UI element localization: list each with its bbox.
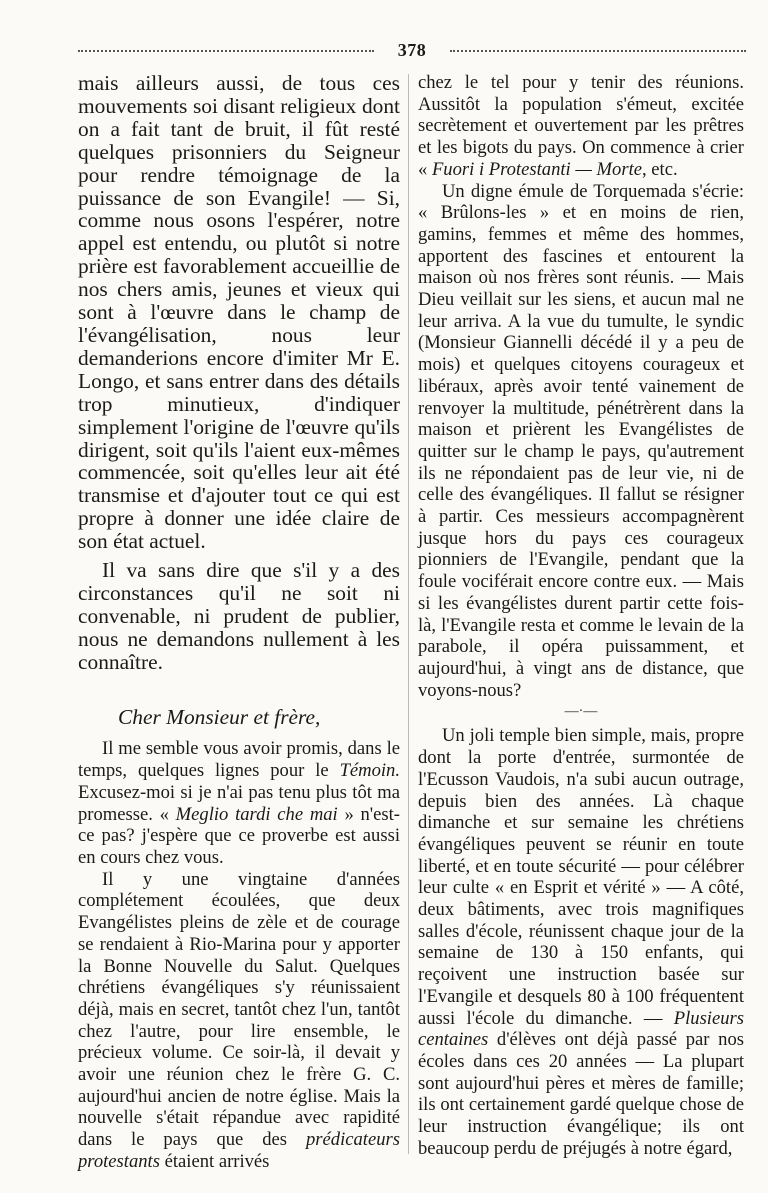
letter-salutation: Cher Monsieur et frère,	[118, 704, 321, 729]
text-span: étaient arrivés	[159, 1150, 270, 1172]
text-span: Il me semble vous avoir promis, dans le temps, quelques lignes pour le	[78, 738, 400, 782]
text-span: Un joli temple bien simple, mais, propre dont la porte d'entrée, surmontée de l'Ecusson Vaudois, n'a subi aucun outrage, depuis bien des années. Là chaque dimanche et sur semaine les chrétiens évangéliques peuvent se réunir en toute liberté, et en toute sécurité — pour célébrer leur culte « en Esprit et vérité » — A côté, deux bâtiments, avec trois magnifiques salles d'école, réunissent chaque jour de la semaine de 130 à 150 enfants, qui reçoivent une instruction basée sur l'Evangile et desquels 80 à 100 fréquentent aussi l'école du dimanche. —	[418, 725, 744, 1029]
right-paragraph-2: Un digne émule de Torquemada s'écrie: « Brûlons-les » et en moins de rien, gamins, femmes et même des hommes, apportent des fascines et entourent la maison où nos frères sont réunis. — Mais Dieu veillait sur les siens, et aucun mal ne leur arriva. A la vue du tumulte, le syndic (Monsieur Giannelli décédé il y a peu de mois) et quelques citoyens courageux et libéraux, après avoir tenté vainement de renvoyer la multitude, pénétrèrent dans la maison et prièrent les Evangélistes de quitter sur le champ le pays, qu'autrement ils ne répondaient pas de leur vie, ni de celle des évangéliques. Il fallut se résigner à partir. Ces messieurs accompagnèrent jusque hors du pays ces courageux pionniers de l'Evangile, pendant que la foule vociférait encore contre eux. — Mais si les évangélistes durent partir cette fois-là, l'Evangile resta et comme le levain de la parabole, il opéra puissamment, et aujourd'hui, à vingt ans de distance, que voyons-nous?	[418, 180, 744, 701]
italic-phrase: Plusieurs centaines	[418, 1007, 744, 1051]
italic-cry: Fuori i Protestanti — Morte	[431, 158, 642, 180]
text-span: Il y une vingtaine d'années complétement écoulées, que deux Evangélistes pleins de zèle et de courage se rendaient à Rio-Marina pour y apporter la Bonne Nouvelle du Salut. Quelques chrétiens évangéliques s'y réunissaient déjà, mais en secret, tantôt chez l'un, tantôt chez l'autre, pour lire ensemble, le précieux volume. Ce soir-là, il devait y avoir une réunion chez le frère G. C. aujourd'hui ancien de notre église. Mais la nouvelle s'était répandue avec rapidité dans le pays que des	[78, 868, 400, 1151]
header-rule-right	[450, 50, 746, 52]
right-paragraph-1	[418, 72, 744, 181]
left-column	[78, 72, 400, 1173]
section-ornament: —·—	[564, 704, 598, 720]
intro-paragraph: mais ailleurs aussi, de tous ces mouvements soi disant religieux dont on a fait tant de bruit, il fût resté quelques prisonniers du Seigneur pour rendre témoignage de la puissance de son Evangile! — Si, comme nous osons l'espérer, notre appel est entendu, ou plutôt si notre prière est favorablement accueillie de nos chers amis, jeunes et vieux qui sont à l'œuvre dans le champ de l'évangélisation, nous leur demanderions encore d'imiter Mr E. Longo, et sans entrer dans des détails trop minutieux, d'indiquer simplement l'origine de l'œuvre qu'ils dirigent, soit qu'ils l'aient eux-mêmes commencée, soit qu'elles leur ait été transmise et d'ajouter tout ce qui est propre à donner une idée claire de son état actuel.	[78, 71, 400, 554]
column-divider	[408, 74, 409, 1154]
text-span: d'élèves ont déjà passé par nos écoles dans ces 20 années — La plupart sont aujourd'hui pères et mères de famille; ils ont certainement gardé quelque chose de leur instruction évangélique; ils ont beaucoup perdu de préjugés à notre égard,	[418, 1029, 744, 1159]
text-span: » n'est-ce pas? j'espère que ce proverbe est aussi en cours chez vous.	[78, 803, 400, 868]
italic-title: Témoin.	[339, 760, 400, 782]
italic-proverb: Meglio tardi che mai	[175, 803, 338, 825]
italic-phrase: prédicateurs protestants	[78, 1129, 400, 1172]
letter-paragraph-1	[78, 738, 400, 868]
right-paragraph-3	[418, 725, 744, 1159]
second-paragraph: Il va sans dire que s'il y a des circonstances qu'il ne soit ni convenable, ni prudent de publier, nous ne demandons nullement à les connaître.	[78, 558, 400, 674]
page-number: 378	[397, 40, 427, 60]
right-column	[418, 72, 744, 1159]
text-span: chez le tel pour y tenir des réunions. Aussitôt la population s'émeut, excitée secrètement et ouvertement par les prêtres et les bigots du pays. On commence à crier «	[418, 72, 744, 180]
page-header	[78, 40, 746, 62]
letter-paragraph-2	[78, 869, 400, 1173]
text-span: , etc.	[642, 158, 678, 180]
text-span: Excusez-moi si je n'ai pas tenu plus tôt ma promesse. «	[78, 781, 400, 825]
